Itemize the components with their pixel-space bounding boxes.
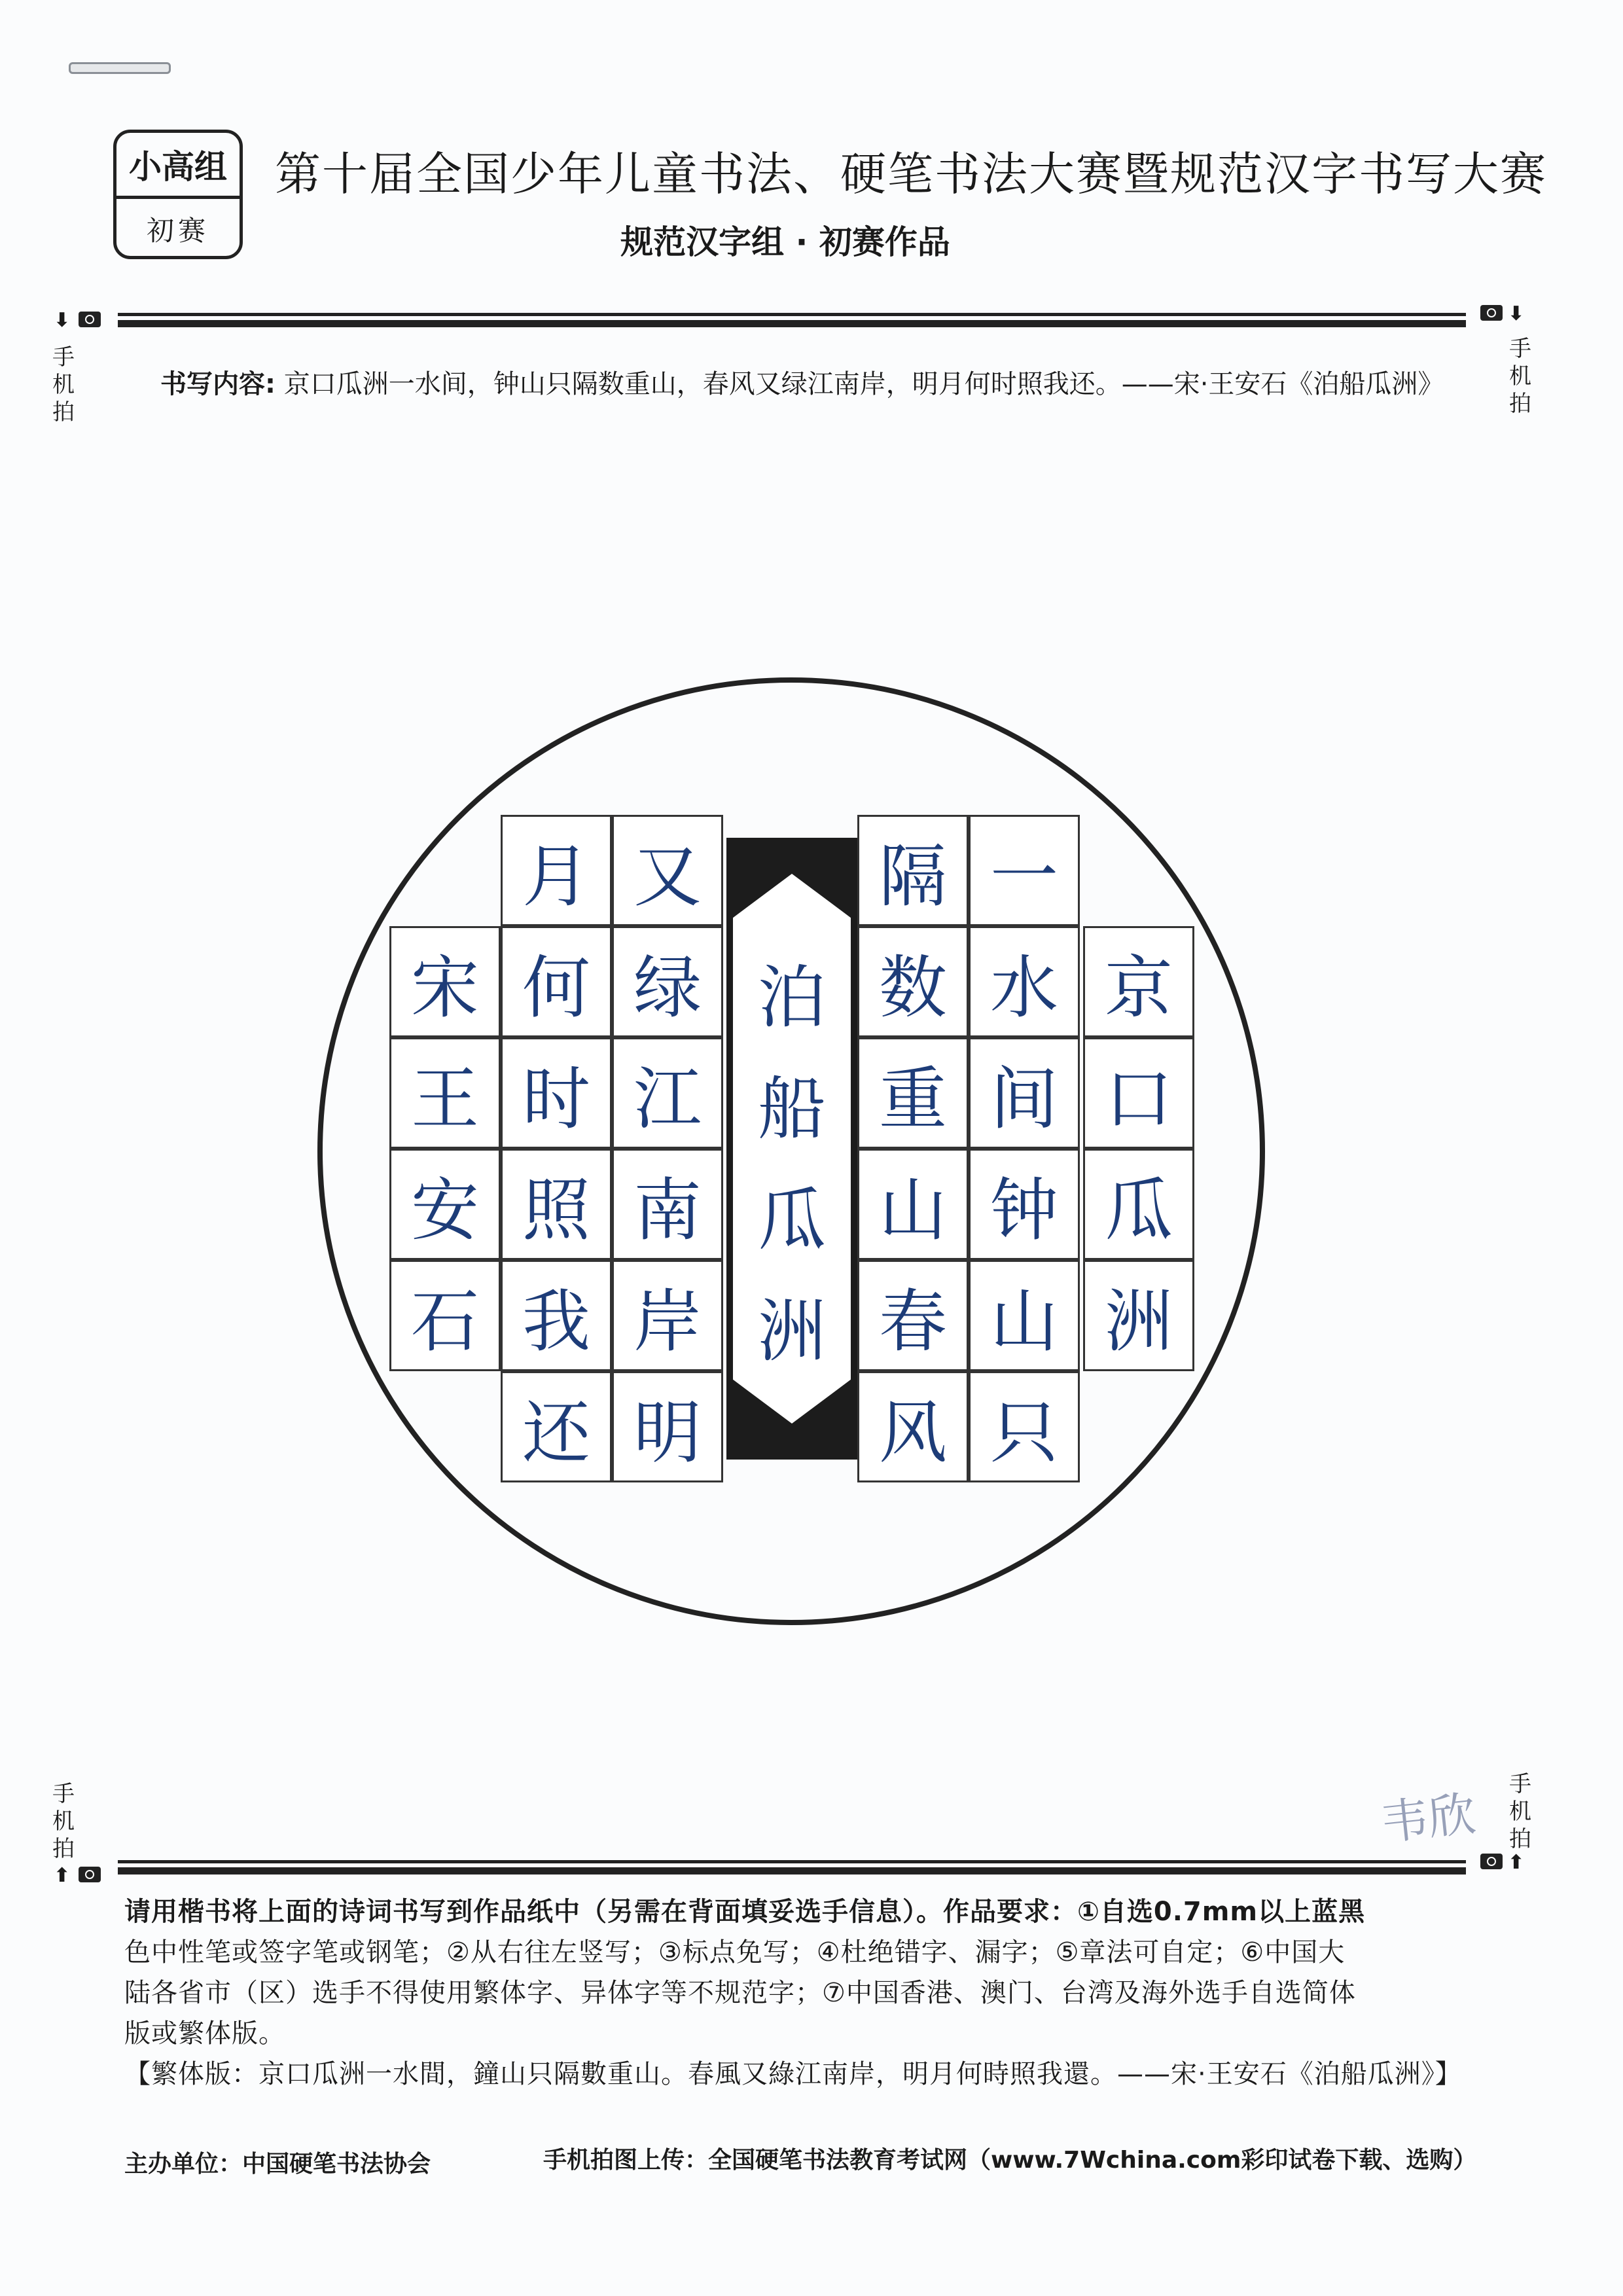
grid-cell: 山	[857, 1149, 969, 1260]
grid-cell: 水	[969, 926, 1080, 1037]
grid-cell: 南	[612, 1149, 723, 1260]
grid-cell: 何	[501, 926, 612, 1037]
bottom-right-phone-label: 手机拍	[1509, 1771, 1531, 1852]
grid-cell: 绿	[612, 926, 723, 1037]
grid-cell: 还	[501, 1371, 612, 1482]
grid-cell: 数	[857, 926, 969, 1037]
grid-cell: 又	[612, 815, 723, 926]
grid-cell: 时	[501, 1037, 612, 1149]
writing-content-label: 书写内容:	[160, 369, 276, 399]
top-right-phone-label: 手机拍	[1509, 336, 1531, 417]
poem-title-char: 泊	[757, 958, 826, 1037]
badge-stage-label: 初赛	[146, 215, 209, 247]
writing-content-text: 京口瓜洲一水间，钟山只隔数重山，春风又绿江南岸，明月何时照我还。——宋·王安石《泊船瓜洲》	[283, 369, 1444, 399]
grid-cell: 石	[389, 1260, 501, 1371]
instructions-line-3: 陆各省市（区）选手不得使用繁体字、异体字等不规范字；⑦中国香港、澳门、台湾及海外选手自选简体	[124, 1978, 1356, 2008]
grid-cell: 宋	[389, 926, 501, 1037]
grid-cell: 钟	[969, 1149, 1080, 1260]
grid-cell: 风	[857, 1371, 969, 1482]
top-left-camera-icon: ⬇	[54, 308, 126, 334]
top-divider	[118, 313, 1466, 327]
grid-cell: 瓜	[1083, 1149, 1194, 1260]
grid-cell: 明	[612, 1371, 723, 1482]
grid-cell: 京	[1083, 926, 1194, 1037]
grid-cell: 洲	[1083, 1260, 1194, 1371]
grid-cell: 月	[501, 815, 612, 926]
page-subtitle: 规范汉字组 · 初赛作品	[620, 223, 950, 261]
poem-title-char: 洲	[757, 1291, 826, 1371]
staple-mark	[69, 62, 171, 74]
grid-cell: 只	[969, 1371, 1080, 1482]
grid-cell: 山	[969, 1260, 1080, 1371]
grid-cell: 江	[612, 1037, 723, 1149]
bottom-left-phone-label: 手机拍	[52, 1781, 75, 1862]
bottom-left-camera-icon: ⬆	[54, 1863, 126, 1889]
instructions-line-4: 版或繁体版。	[124, 2018, 285, 2049]
grid-cell: 隔	[857, 815, 969, 926]
top-right-camera-icon: ⬇	[1480, 301, 1552, 327]
grid-cell: 王	[389, 1037, 501, 1149]
bottom-right-camera-icon: ⬆	[1480, 1850, 1552, 1876]
grid-cell: 岸	[612, 1260, 723, 1371]
grid-cell: 重	[857, 1037, 969, 1149]
top-left-phone-label: 手机拍	[52, 344, 75, 425]
instructions-line-1: 请用楷书将上面的诗词书写到作品纸中（另需在背面填妥选手信息）。作品要求：①自选0.7mm以上蓝黑	[124, 1897, 1366, 1927]
grid-cell: 间	[969, 1037, 1080, 1149]
poem-title-char: 船	[757, 1069, 826, 1149]
bottom-divider	[118, 1860, 1466, 1874]
writing-content	[160, 363, 1444, 401]
badge-group-label: 小高组	[116, 133, 240, 199]
instructions-traditional: 【繁体版：京口瓜洲一水間，鐘山只隔數重山。春風又綠江南岸，明月何時照我還。——宋·王安石《泊船瓜洲》】	[124, 2059, 1462, 2089]
grid-cell: 我	[501, 1260, 612, 1371]
instructions	[124, 1892, 1486, 2094]
grid-cell: 安	[389, 1149, 501, 1260]
grid-cell: 照	[501, 1149, 612, 1260]
grid-cell: 春	[857, 1260, 969, 1371]
upload-info: 手机拍图上传：全国硬笔书法教育考试网（www.7Wchina.com彩印试卷下载、选购）	[543, 2147, 1477, 2174]
instructions-line-2: 色中性笔或签字笔或钢笔；②从右往左竖写；③标点免写；④杜绝错字、漏字；⑤章法可自定；⑥中国大	[124, 1937, 1346, 1967]
grid-cell: 口	[1083, 1037, 1194, 1149]
page-title: 第十届全国少年儿童书法、硬笔书法大赛暨规范汉字书写大赛	[275, 147, 1547, 201]
handwritten-signature: 韦欣	[1378, 1785, 1478, 1851]
poem-title-char: 瓜	[757, 1180, 826, 1260]
organizer: 主办单位：中国硬笔书法协会	[124, 2151, 431, 2178]
grid-cell: 一	[969, 815, 1080, 926]
